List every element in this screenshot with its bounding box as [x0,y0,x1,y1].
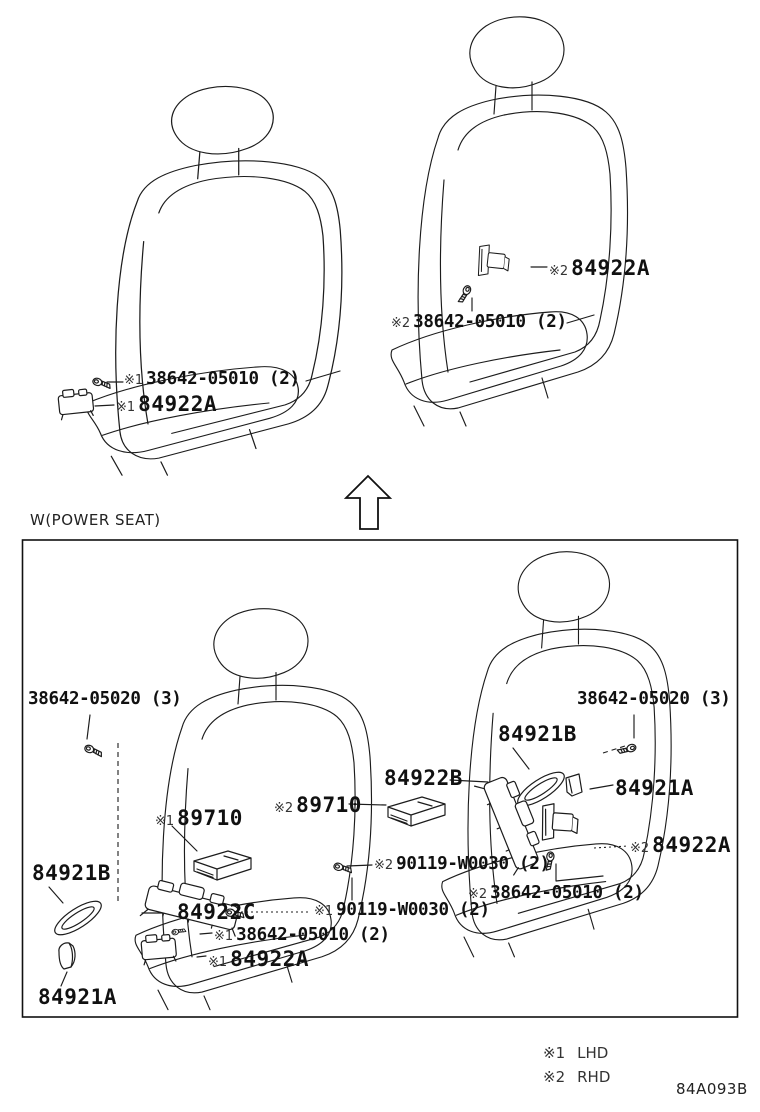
legend-label: RHD [577,1068,611,1086]
legend-row-rhd [543,1068,610,1086]
callout-prefix: ※2 [549,264,569,279]
screw-icon [333,862,353,873]
screw-icon [171,927,186,936]
part-callout [615,777,694,799]
seat-drawing-top-right [391,17,627,426]
bracket-switch-icon [540,803,578,842]
part-number: 84922A [230,947,310,971]
screw-icon [92,377,112,389]
callout-prefix: ※1 [124,373,144,388]
part-number: 84922A [138,392,218,416]
part-callout [549,257,650,279]
callout-prefix: ※2 [391,316,411,331]
screw-icon [84,744,104,757]
part-callout [155,807,243,829]
part-callout [374,855,550,873]
section-label: W(POWER SEAT) [30,511,161,529]
part-number: 84921B [498,722,577,746]
callout-prefix: ※1 [208,955,228,970]
part-number: 84922B [384,766,463,790]
part-callout [28,690,182,708]
knob-cap-icon [59,943,75,969]
part-callout [208,948,309,970]
callout-prefix: ※2 [630,841,650,856]
legend-symbol: ※2 [543,1068,566,1086]
part-callout [124,370,300,388]
part-number: 38642-05010 (2) [236,925,390,945]
up-arrow-icon [346,476,390,529]
switch-icon [141,933,177,965]
control-module-icon [388,797,445,826]
legend-symbol: ※1 [543,1044,566,1062]
callout-prefix: ※1 [155,814,175,829]
part-callout [384,767,463,789]
part-number: 84921B [32,861,111,885]
part-callout [214,926,390,944]
callout-prefix: ※1 [314,904,334,919]
part-callout [314,901,490,919]
callout-prefix: ※2 [374,858,394,873]
part-number: 38642-05020 (3) [577,689,731,709]
part-callout [32,862,111,884]
part-number: 84922C [177,900,256,924]
callout-prefix: ※1 [214,929,234,944]
legend [543,1044,610,1086]
part-callout [177,901,256,923]
callout-prefix: ※2 [468,887,488,902]
part-number: 90119-W0030 (2) [396,854,550,874]
part-number: 89710 [177,806,243,830]
callout-prefix: ※1 [116,400,136,415]
part-number: 84922A [571,256,651,280]
part-callout [498,723,577,745]
part-number: 84922A [652,833,732,857]
part-number: 84921A [38,985,117,1009]
clip-icon [566,774,582,796]
part-callout [116,393,217,415]
part-callout [38,986,117,1008]
part-number: 38642-05020 (3) [28,689,182,709]
part-number: 90119-W0030 (2) [336,900,490,920]
legend-label: LHD [577,1044,609,1062]
part-number: 84921A [615,776,694,800]
part-number: 38642-05010 (2) [490,883,644,903]
screw-icon [458,285,472,305]
part-callout [274,794,362,816]
part-callout [630,834,731,856]
part-callout [468,884,644,902]
screw-icon [617,743,637,756]
part-callout [577,690,731,708]
part-number: 38642-05010 (2) [413,312,567,332]
seat-drawing-top-left [87,86,342,475]
callout-prefix: ※2 [274,801,294,816]
part-number: 89710 [296,793,362,817]
bracket-switch-icon [477,244,511,278]
legend-row-lhd [543,1044,610,1062]
part-number: 38642-05010 (2) [146,369,300,389]
figure-code: 84A093B [676,1080,748,1098]
control-module-icon [194,851,251,880]
part-callout [391,313,567,331]
bezel-icon [50,895,106,940]
